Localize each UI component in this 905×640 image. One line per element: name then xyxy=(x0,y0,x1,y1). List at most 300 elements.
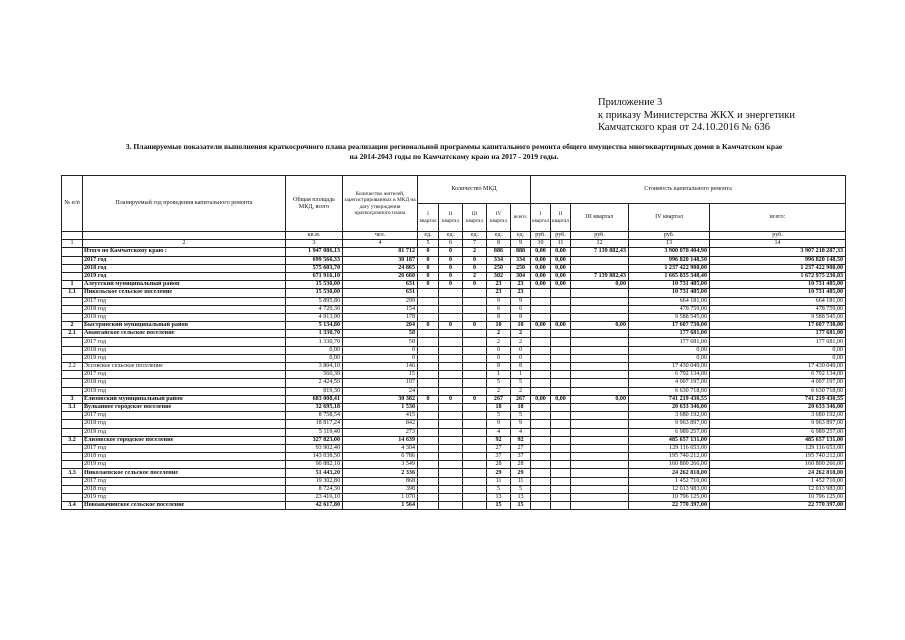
row-label: 2019 год xyxy=(83,387,286,395)
row-label: 2019 год xyxy=(83,494,286,502)
row-number: 2.1 xyxy=(62,330,83,338)
residents-cell: 30 187 xyxy=(343,256,418,264)
cost-q1-cell xyxy=(531,371,551,379)
mkd-q1-cell: 0 xyxy=(418,264,439,272)
residents-cell: 178 xyxy=(343,313,418,321)
cost-q1-cell xyxy=(531,412,551,420)
mkd-q4-cell: 37 xyxy=(487,453,511,461)
mkd-q4-cell: 23 xyxy=(487,281,511,289)
residents-cell: 204 xyxy=(343,322,418,330)
cost-q4-cell: 24 262 818,00 xyxy=(629,469,710,477)
mkd-q2-cell xyxy=(439,297,463,305)
mkd-total-cell: 250 xyxy=(511,264,531,272)
cost-q2-cell: 0,00 xyxy=(551,322,571,330)
mkd-q1-cell xyxy=(418,494,439,502)
mkd-total-cell: 8 xyxy=(511,363,531,371)
cost-q4-cell: 1 452 710,00 xyxy=(629,477,710,485)
mkd-q4-cell: 886 xyxy=(487,248,511,256)
mkd-total-cell: 5 xyxy=(511,485,531,493)
area-cell: 1 330,70 xyxy=(286,338,343,346)
area-cell: 2 424,50 xyxy=(286,379,343,387)
mkd-q4-cell: 0 xyxy=(487,354,511,362)
residents-cell: 30 382 xyxy=(343,395,418,403)
appendix-title: Приложение 3 xyxy=(598,97,663,108)
mkd-q1-cell xyxy=(418,297,439,305)
area-cell: 819,30 xyxy=(286,387,343,395)
header-total: всего: xyxy=(511,204,531,232)
row-number: 3.1 xyxy=(62,403,83,411)
area-cell: 560,30 xyxy=(286,371,343,379)
cost-q2-cell xyxy=(551,444,571,452)
area-cell: 18 817,24 xyxy=(286,420,343,428)
cost-total-cell: 664 181,00 xyxy=(710,297,846,305)
residents-cell: 1 530 xyxy=(343,403,418,411)
cost-q2-cell xyxy=(551,494,571,502)
mkd-q3-cell xyxy=(463,403,487,411)
row-number xyxy=(62,305,83,313)
area-cell: 4 913,90 xyxy=(286,313,343,321)
cost-q1-cell xyxy=(531,338,551,346)
table-row xyxy=(62,371,846,379)
table-row xyxy=(62,395,846,403)
cost-q2-cell xyxy=(551,403,571,411)
cost-q3-cell xyxy=(571,502,629,510)
mkd-q1-cell: 0 xyxy=(418,395,439,403)
mkd-q2-cell: 0 xyxy=(439,395,463,403)
mkd-total-cell: 92 xyxy=(511,436,531,444)
row-number: 1.1 xyxy=(62,289,83,297)
mkd-q3-cell xyxy=(463,371,487,379)
table-row xyxy=(62,256,846,264)
cost-q4-cell: 177 681,00 xyxy=(629,338,710,346)
table-row xyxy=(62,502,846,510)
table-row xyxy=(62,436,846,444)
cost-q4-cell: 129 116 653,00 xyxy=(629,444,710,452)
cost-q1-cell xyxy=(531,297,551,305)
column-number: 8 xyxy=(487,240,511,248)
mkd-q2-cell xyxy=(439,313,463,321)
mkd-q1-cell xyxy=(418,330,439,338)
column-number: 5 xyxy=(418,240,439,248)
header-cost-q3: III квартал xyxy=(571,204,629,232)
mkd-q1-cell: 0 xyxy=(418,256,439,264)
cost-q4-cell: 6 792 134,00 xyxy=(629,371,710,379)
row-number xyxy=(62,444,83,452)
table-row xyxy=(62,354,846,362)
cost-q1-cell xyxy=(531,428,551,436)
header-q4: IV квартал xyxy=(487,204,511,232)
row-label: 2018 год xyxy=(83,485,286,493)
unit-cell: ед. xyxy=(418,232,439,240)
cost-q1-cell xyxy=(531,379,551,387)
residents-cell: 15 xyxy=(343,371,418,379)
table-row xyxy=(62,477,846,485)
area-cell: 327 823,00 xyxy=(286,436,343,444)
mkd-q1-cell xyxy=(418,371,439,379)
table-row xyxy=(62,412,846,420)
area-cell: 15 530,00 xyxy=(286,281,343,289)
row-label: 2018 год xyxy=(83,346,286,354)
cost-q2-cell xyxy=(551,453,571,461)
cost-q4-cell: 1 237 422 908,00 xyxy=(629,264,710,272)
row-label: Быстринский муниципальный район xyxy=(83,322,286,330)
mkd-q1-cell xyxy=(418,444,439,452)
mkd-q4-cell: 10 xyxy=(487,322,511,330)
cost-q3-cell xyxy=(571,264,629,272)
cost-q1-cell xyxy=(531,346,551,354)
mkd-q3-cell: 0 xyxy=(463,281,487,289)
residents-cell: 81 712 xyxy=(343,248,418,256)
column-numbers-row xyxy=(62,240,846,248)
table-body xyxy=(62,232,846,510)
mkd-q3-cell xyxy=(463,428,487,436)
residents-cell: 107 xyxy=(343,379,418,387)
mkd-q2-cell: 0 xyxy=(439,248,463,256)
mkd-total-cell: 334 xyxy=(511,256,531,264)
table-row xyxy=(62,346,846,354)
header-q1: I квартал xyxy=(418,204,439,232)
area-cell: 8 724,30 xyxy=(286,485,343,493)
mkd-q2-cell: 0 xyxy=(439,272,463,280)
row-number xyxy=(62,297,83,305)
mkd-q1-cell xyxy=(418,354,439,362)
column-number: 1 xyxy=(62,240,83,248)
mkd-q4-cell: 6 xyxy=(487,305,511,313)
row-label: 2019 год xyxy=(83,428,286,436)
units-row xyxy=(62,232,846,240)
row-number xyxy=(62,453,83,461)
unit-cell: руб. xyxy=(629,232,710,240)
cost-total-cell: 1 672 975 230,83 xyxy=(710,272,846,280)
cost-q3-cell xyxy=(571,379,629,387)
cost-q2-cell xyxy=(551,379,571,387)
header-cost-q4: IV квартал xyxy=(629,204,710,232)
mkd-total-cell: 29 xyxy=(511,469,531,477)
mkd-q1-cell: 0 xyxy=(418,248,439,256)
mkd-q1-cell xyxy=(418,420,439,428)
mkd-q1-cell xyxy=(418,461,439,469)
mkd-q1-cell xyxy=(418,387,439,395)
cost-q3-cell xyxy=(571,346,629,354)
mkd-q3-cell xyxy=(463,387,487,395)
table-row xyxy=(62,248,846,256)
residents-cell: 1 564 xyxy=(343,502,418,510)
area-cell: 15 530,00 xyxy=(286,289,343,297)
mkd-total-cell: 9 xyxy=(511,420,531,428)
row-label: 2019 год xyxy=(83,461,286,469)
mkd-q1-cell: 0 xyxy=(418,272,439,280)
unit-cell: ед. xyxy=(439,232,463,240)
cost-total-cell: 3 680 192,00 xyxy=(710,412,846,420)
cost-q3-cell xyxy=(571,354,629,362)
cost-q4-cell: 478 759,00 xyxy=(629,305,710,313)
cost-q3-cell xyxy=(571,428,629,436)
heading-line-2: на 2014-2043 годы по Камчатскому краю на 2017 - 2019 годы. xyxy=(349,152,559,161)
row-number xyxy=(62,272,83,280)
cost-q3-cell xyxy=(571,444,629,452)
cost-q4-cell: 0,00 xyxy=(629,346,710,354)
residents-cell: 631 xyxy=(343,289,418,297)
row-label: 2017 год xyxy=(83,297,286,305)
cost-q4-cell: 17 430 049,00 xyxy=(629,363,710,371)
area-cell: 699 566,33 xyxy=(286,256,343,264)
mkd-q4-cell: 28 xyxy=(487,461,511,469)
row-number: 2 xyxy=(62,322,83,330)
header-num: № п/п xyxy=(62,176,83,232)
cost-q1-cell: 0,00 xyxy=(531,322,551,330)
unit-cell: руб. xyxy=(551,232,571,240)
mkd-total-cell: 2 xyxy=(511,338,531,346)
table-row xyxy=(62,322,846,330)
mkd-q1-cell xyxy=(418,428,439,436)
cost-q3-cell xyxy=(571,305,629,313)
mkd-q2-cell xyxy=(439,354,463,362)
column-number: 2 xyxy=(83,240,286,248)
mkd-q4-cell: 267 xyxy=(487,395,511,403)
mkd-q3-cell xyxy=(463,379,487,387)
mkd-q4-cell: 8 xyxy=(487,363,511,371)
cost-total-cell: 10 796 125,00 xyxy=(710,494,846,502)
cost-total-cell: 485 657 131,00 xyxy=(710,436,846,444)
unit-cell: чел. xyxy=(343,232,418,240)
cost-q2-cell xyxy=(551,330,571,338)
table-row xyxy=(62,281,846,289)
residents-cell: 146 xyxy=(343,363,418,371)
table-row xyxy=(62,297,846,305)
area-cell: 42 617,80 xyxy=(286,502,343,510)
row-label: Вулканное городское поселение xyxy=(83,403,286,411)
table-row xyxy=(62,461,846,469)
row-label: Анавгайское сельское поселение xyxy=(83,330,286,338)
cost-q1-cell xyxy=(531,305,551,313)
cost-q3-cell xyxy=(571,330,629,338)
row-number xyxy=(62,420,83,428)
mkd-q4-cell: 2 xyxy=(487,338,511,346)
unit-cell: кв.м. xyxy=(286,232,343,240)
cost-q2-cell xyxy=(551,428,571,436)
row-label: Новоавачинское сельское поселение xyxy=(83,502,286,510)
cost-total-cell: 3 907 218 287,33 xyxy=(710,248,846,256)
cost-q3-cell xyxy=(571,289,629,297)
residents-cell: 0 xyxy=(343,354,418,362)
mkd-q2-cell xyxy=(439,305,463,313)
cost-q4-cell: 4 007 197,00 xyxy=(629,379,710,387)
heading-line-1: 3. Планируемые показатели выполнения краткосрочного плана реализации региональной программы капитального ремонта общего имущества многоквартирных домов в Камчатском крае xyxy=(125,142,783,151)
row-number: 3.4 xyxy=(62,502,83,510)
table-row xyxy=(62,387,846,395)
mkd-q2-cell: 0 xyxy=(439,322,463,330)
cost-q2-cell xyxy=(551,338,571,346)
column-number: 11 xyxy=(551,240,571,248)
cost-q1-cell xyxy=(531,363,551,371)
table-row xyxy=(62,264,846,272)
residents-cell: 299 xyxy=(343,297,418,305)
mkd-q2-cell xyxy=(439,436,463,444)
cost-q4-cell: 996 820 148,50 xyxy=(629,256,710,264)
area-cell: 671 916,10 xyxy=(286,272,343,280)
cost-total-cell: 0,00 xyxy=(710,346,846,354)
row-label: 2018 год xyxy=(83,453,286,461)
mkd-q4-cell: 9 xyxy=(487,420,511,428)
mkd-q3-cell xyxy=(463,420,487,428)
mkd-total-cell: 0 xyxy=(511,354,531,362)
mkd-q3-cell xyxy=(463,485,487,493)
mkd-q3-cell xyxy=(463,502,487,510)
residents-cell: 4 304 xyxy=(343,444,418,452)
cost-total-cell: 0,00 xyxy=(710,354,846,362)
mkd-q4-cell: 23 xyxy=(487,289,511,297)
row-number xyxy=(62,428,83,436)
column-number: 7 xyxy=(463,240,487,248)
table-row xyxy=(62,428,846,436)
cost-q1-cell xyxy=(531,420,551,428)
mkd-total-cell: 23 xyxy=(511,289,531,297)
cost-q1-cell xyxy=(531,403,551,411)
area-cell: 5 134,80 xyxy=(286,322,343,330)
row-number xyxy=(62,338,83,346)
cost-total-cell: 20 633 346,00 xyxy=(710,403,846,411)
mkd-q4-cell: 8 xyxy=(487,313,511,321)
cost-q1-cell: 0,00 xyxy=(531,264,551,272)
cost-total-cell: 17 430 049,00 xyxy=(710,363,846,371)
cost-q1-cell xyxy=(531,461,551,469)
mkd-q3-cell xyxy=(463,477,487,485)
residents-cell: 154 xyxy=(343,305,418,313)
row-label: 2018 год xyxy=(83,379,286,387)
mkd-q2-cell: 0 xyxy=(439,264,463,272)
mkd-q4-cell: 2 xyxy=(487,330,511,338)
residents-cell: 273 xyxy=(343,428,418,436)
mkd-q3-cell: 0 xyxy=(463,256,487,264)
appendix-order: к приказу Министерства ЖКХ и энергетики xyxy=(598,109,795,121)
area-cell: 90 882,10 xyxy=(286,461,343,469)
mkd-q3-cell: 2 xyxy=(463,248,487,256)
cost-q2-cell: 0,00 xyxy=(551,395,571,403)
mkd-q2-cell xyxy=(439,477,463,485)
cost-q3-cell xyxy=(571,313,629,321)
cost-q4-cell: 664 181,00 xyxy=(629,297,710,305)
row-label: Елизовский муниципальный район xyxy=(83,395,286,403)
mkd-q3-cell xyxy=(463,354,487,362)
cost-q4-cell: 485 657 131,00 xyxy=(629,436,710,444)
area-cell: 0,00 xyxy=(286,346,343,354)
mkd-q3-cell xyxy=(463,469,487,477)
cost-total-cell: 478 759,00 xyxy=(710,305,846,313)
cost-total-cell: 22 770 397,00 xyxy=(710,502,846,510)
cost-q1-cell xyxy=(531,436,551,444)
area-cell: 143 038,50 xyxy=(286,453,343,461)
mkd-q4-cell: 0 xyxy=(487,346,511,354)
column-number: 6 xyxy=(439,240,463,248)
mkd-q3-cell xyxy=(463,494,487,502)
cost-q2-cell: 0,00 xyxy=(551,256,571,264)
row-label: 2019 год xyxy=(83,354,286,362)
row-label: 2019 год xyxy=(83,272,286,280)
cost-q2-cell: 0,00 xyxy=(551,264,571,272)
cost-total-cell: 9 588 545,00 xyxy=(710,313,846,321)
cost-q2-cell xyxy=(551,485,571,493)
mkd-q2-cell xyxy=(439,412,463,420)
mkd-q2-cell xyxy=(439,420,463,428)
cost-q1-cell xyxy=(531,313,551,321)
cost-q1-cell: 0,00 xyxy=(531,248,551,256)
mkd-q2-cell: 0 xyxy=(439,281,463,289)
mkd-total-cell: 5 xyxy=(511,412,531,420)
cost-total-cell: 6 792 134,00 xyxy=(710,371,846,379)
cost-total-cell: 9 963 897,00 xyxy=(710,420,846,428)
row-label: Николаевское сельское поселение xyxy=(83,469,286,477)
cost-total-cell: 17 607 730,00 xyxy=(710,322,846,330)
mkd-total-cell: 27 xyxy=(511,444,531,452)
cost-q2-cell xyxy=(551,502,571,510)
mkd-q4-cell: 334 xyxy=(487,256,511,264)
mkd-q2-cell xyxy=(439,338,463,346)
unit-cell: ед. xyxy=(511,232,531,240)
mkd-total-cell: 37 xyxy=(511,453,531,461)
row-number: 3 xyxy=(62,395,83,403)
row-number xyxy=(62,412,83,420)
row-label: 2019 год xyxy=(83,313,286,321)
cost-total-cell: 996 820 148,50 xyxy=(710,256,846,264)
row-number xyxy=(62,354,83,362)
residents-cell: 631 xyxy=(343,281,418,289)
mkd-q4-cell: 18 xyxy=(487,403,511,411)
mkd-total-cell: 10 xyxy=(511,322,531,330)
mkd-q2-cell xyxy=(439,469,463,477)
cost-q3-cell xyxy=(571,363,629,371)
mkd-q2-cell xyxy=(439,289,463,297)
row-label: Эссовское сельское поселение xyxy=(83,363,286,371)
mkd-total-cell: 304 xyxy=(511,272,531,280)
cost-q4-cell: 177 681,00 xyxy=(629,330,710,338)
plan-table xyxy=(61,175,846,510)
cost-total-cell: 741 219 430,55 xyxy=(710,395,846,403)
cost-q2-cell xyxy=(551,412,571,420)
header-area: Общая площадь МКД, всего xyxy=(286,176,343,232)
mkd-q3-cell: 0 xyxy=(463,264,487,272)
cost-q3-cell xyxy=(571,297,629,305)
table-row xyxy=(62,363,846,371)
cost-q4-cell: 17 607 730,00 xyxy=(629,322,710,330)
mkd-q4-cell: 29 xyxy=(487,469,511,477)
row-number xyxy=(62,248,83,256)
header-cost-q1: I квартал xyxy=(531,204,551,232)
table-row xyxy=(62,494,846,502)
mkd-total-cell: 1 xyxy=(511,371,531,379)
mkd-q1-cell xyxy=(418,485,439,493)
table-row xyxy=(62,453,846,461)
row-label: Итого по Камчатскому краю : xyxy=(83,248,286,256)
cost-total-cell: 177 681,00 xyxy=(710,330,846,338)
area-cell: 51 443,20 xyxy=(286,469,343,477)
mkd-q1-cell xyxy=(418,379,439,387)
column-number: 9 xyxy=(511,240,531,248)
mkd-total-cell: 2 xyxy=(511,330,531,338)
residents-cell: 24 865 xyxy=(343,264,418,272)
row-number xyxy=(62,371,83,379)
column-number: 3 xyxy=(286,240,343,248)
row-label: 2017 год xyxy=(83,477,286,485)
cost-q4-cell: 6 989 257,00 xyxy=(629,428,710,436)
cost-q4-cell: 10 731 485,00 xyxy=(629,281,710,289)
table-row xyxy=(62,403,846,411)
cost-q2-cell xyxy=(551,354,571,362)
cost-q4-cell: 741 219 430,55 xyxy=(629,395,710,403)
mkd-q3-cell xyxy=(463,412,487,420)
cost-q4-cell: 22 770 397,00 xyxy=(629,502,710,510)
row-number xyxy=(62,485,83,493)
mkd-q1-cell xyxy=(418,363,439,371)
